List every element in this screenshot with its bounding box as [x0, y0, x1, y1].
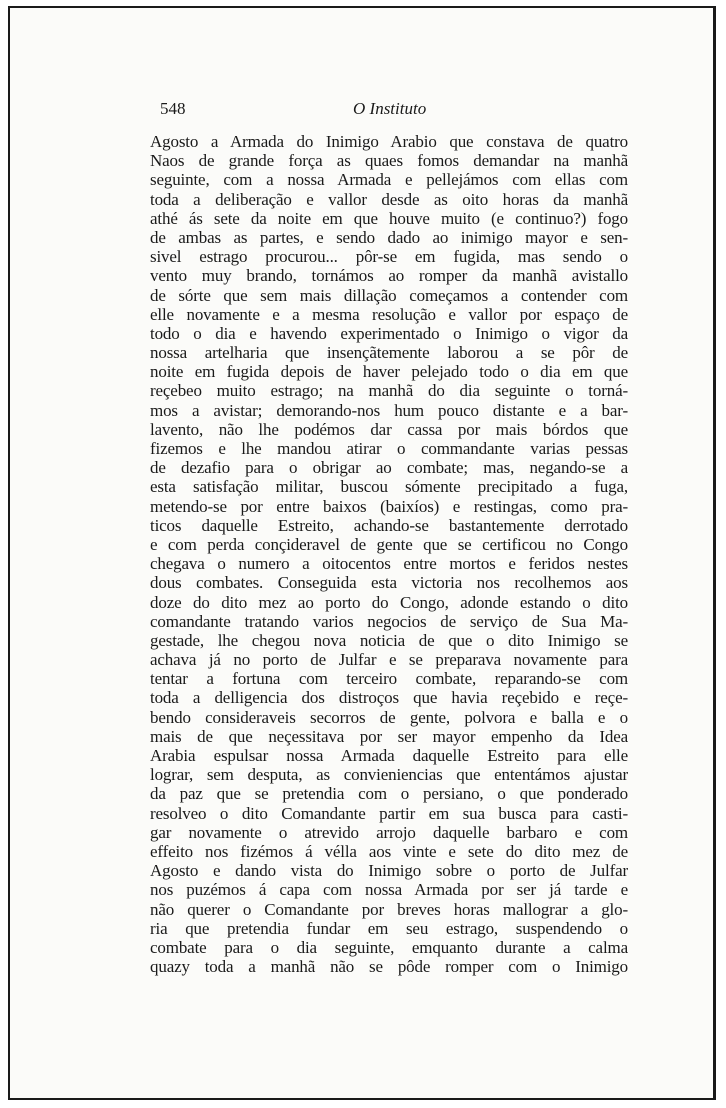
text-line: tentar a fortuna com terceiro combate, reparando-se com [150, 669, 628, 689]
text-line: dous combates. Conseguida esta victoria nos recolhemos aos [150, 573, 628, 593]
text-line: de sórte que sem mais dillação começamos a contender com [150, 285, 628, 305]
text-line: doze do dito mez ao porto do Congo, adonde estando o dito [150, 592, 628, 612]
text-line: ticos daquelle Estreito, achando-se bastantemente derrotado [150, 515, 628, 535]
text-line: toda a delligencia dos distroços que havia reçebido e reçe- [150, 688, 628, 708]
text-line: comandante tratando varios negocios de serviço de Sua Ma- [150, 611, 628, 631]
text-line: todo o dia e havendo experimentado o Inimigo o vigor da [150, 323, 628, 343]
text-line: vento muy brando, tornámos ao romper da manhã avistallo [150, 266, 628, 286]
text-line: e com perda conçideravel de gente que se certificou no Congo [150, 534, 628, 554]
text-line: elle novamente e a mesma resolução e vallor por espaço de [150, 304, 628, 324]
text-line: nossa artelharia que insençãtemente laborou a se pôr de [150, 343, 628, 363]
text-line: esta satisfação militar, buscou sómente precipitado a fuga, [150, 477, 628, 497]
page-number: 548 [160, 99, 186, 118]
text-line: combate para o dia seguinte, emquanto durante a calma [150, 937, 628, 957]
text-line: Naos de grande força as quaes fomos demandar na manhã [150, 151, 628, 171]
text-line: mais de que neçessitava por ser mayor empenho da Idea [150, 726, 628, 746]
text-line: gar novamente o atrevido arrojo daquelle barbaro e com [150, 822, 628, 842]
page-header [160, 99, 638, 123]
text-line: não querer o Comandante por breves horas mallograr a glo- [150, 899, 628, 919]
text-line: reçebeo muito estrago; na manhã do dia seguinte o torná- [150, 381, 628, 401]
text-line: bendo consideraveis secorros de gente, polvora e balla e o [150, 707, 628, 727]
text-line: Arabia espulsar nossa Armada daquelle Estreito para elle [150, 746, 628, 765]
body-text [150, 132, 628, 976]
text-line: de ambas as partes, e sendo dado ao inimigo mayor e sen- [150, 227, 628, 247]
text-line: mos a avistar; demorando-nos hum pouco distante e a bar- [150, 400, 628, 420]
text-line: Agosto e dando vista do Inimigo sobre o porto de Julfar [150, 861, 628, 881]
text-line: de dezafio para o obrigar ao combate; mas, negando-se a [150, 458, 628, 478]
text-line: achava já no porto de Julfar e se preparava novamente para [150, 650, 628, 670]
text-line: seguinte, com a nossa Armada e pellejámos com ellas com [150, 170, 628, 190]
text-line: lograr, sem desputa, as convieniencias que ententámos ajustar [150, 765, 628, 785]
text-line: resolveo o dito Comandante partir em sua busca para casti- [150, 803, 628, 823]
running-title: O Instituto [353, 99, 427, 118]
text-line: noite em fugida depois de haver pelejado todo o dia em que [150, 362, 628, 382]
text-line: chegava o numero a oitocentos entre mortos e feridos nestes [150, 554, 628, 574]
text-line: ria que pretendia fundar em seu estrago, suspendendo o [150, 918, 628, 938]
text-line: da paz que se pretendia com o persiano, o que ponderado [150, 784, 628, 804]
text-line: lavento, não lhe podémos dar cassa por mais bórdos que [150, 419, 628, 439]
text-line: toda a deliberação e vallor desde as oito horas da manhã [150, 189, 628, 209]
text-line: Agosto a Armada do Inimigo Arabio que constava de quatro [150, 132, 628, 151]
text-line: athé ás sete da noite em que houve muito (e continuo?) fogo [150, 208, 628, 228]
text-line: gestade, lhe chegou nova noticia de que o dito Inimigo se [150, 630, 628, 650]
text-line: nos puzémos á capa com nossa Armada por ser já tarde e [150, 880, 628, 900]
text-line: metendo-se por entre baixos (baixíos) e restingas, como pra- [150, 496, 628, 516]
text-line: sivel estrago procurou... pôr-se em fugida, mas sendo o [150, 247, 628, 267]
text-line: effeito nos fizémos á vélla aos vinte e sete do dito mez de [150, 841, 628, 861]
text-line: quazy toda a manhã não se pôde romper com o Inimigo [150, 957, 628, 977]
text-line: fizemos e lhe mandou atirar o commandante varias pessas [150, 439, 628, 458]
